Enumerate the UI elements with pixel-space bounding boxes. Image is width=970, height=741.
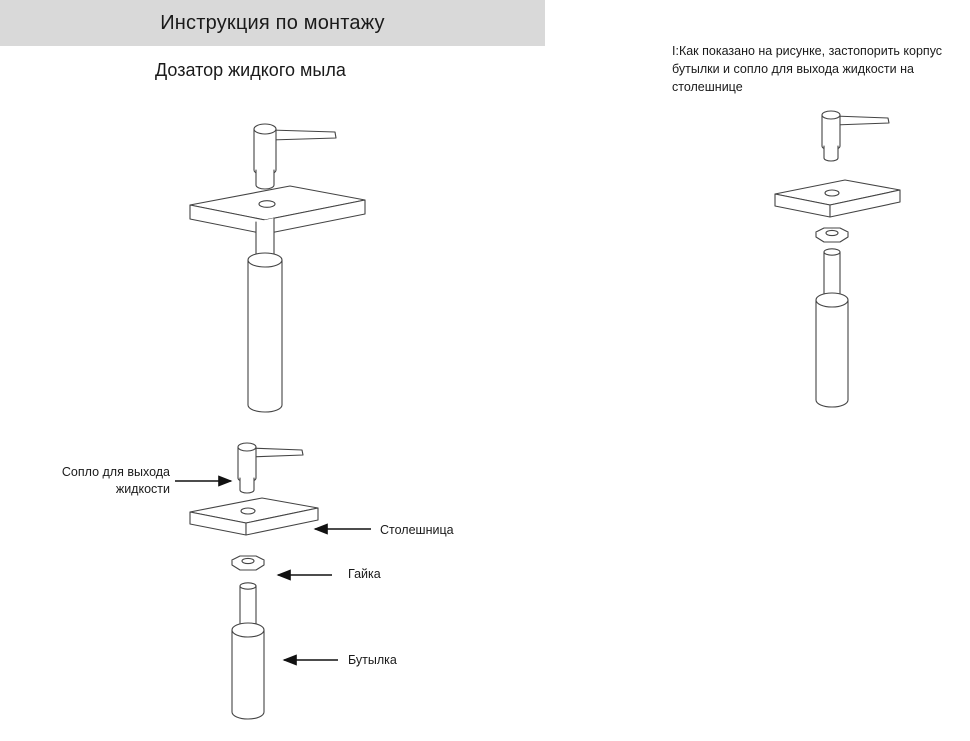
callout-label-bottle: Бутылка bbox=[348, 653, 397, 667]
page-title: Инструкция по монтажу bbox=[160, 12, 385, 34]
product-title: Дозатор жидкого мыла bbox=[155, 60, 346, 80]
figure-step-one-dispenser bbox=[740, 100, 940, 430]
step-one-note: I:Как показано на рисунке, застопорить корпус бутылки и сопло для выхода жидкости на столешнице bbox=[672, 44, 943, 95]
callout-label-nut: Гайка bbox=[348, 567, 381, 581]
figure-assembled-dispenser bbox=[150, 100, 410, 430]
callout-label-countertop: Столешница bbox=[380, 523, 454, 537]
callout-label-nozzle: Сопло для выхода жидкости bbox=[61, 465, 170, 496]
